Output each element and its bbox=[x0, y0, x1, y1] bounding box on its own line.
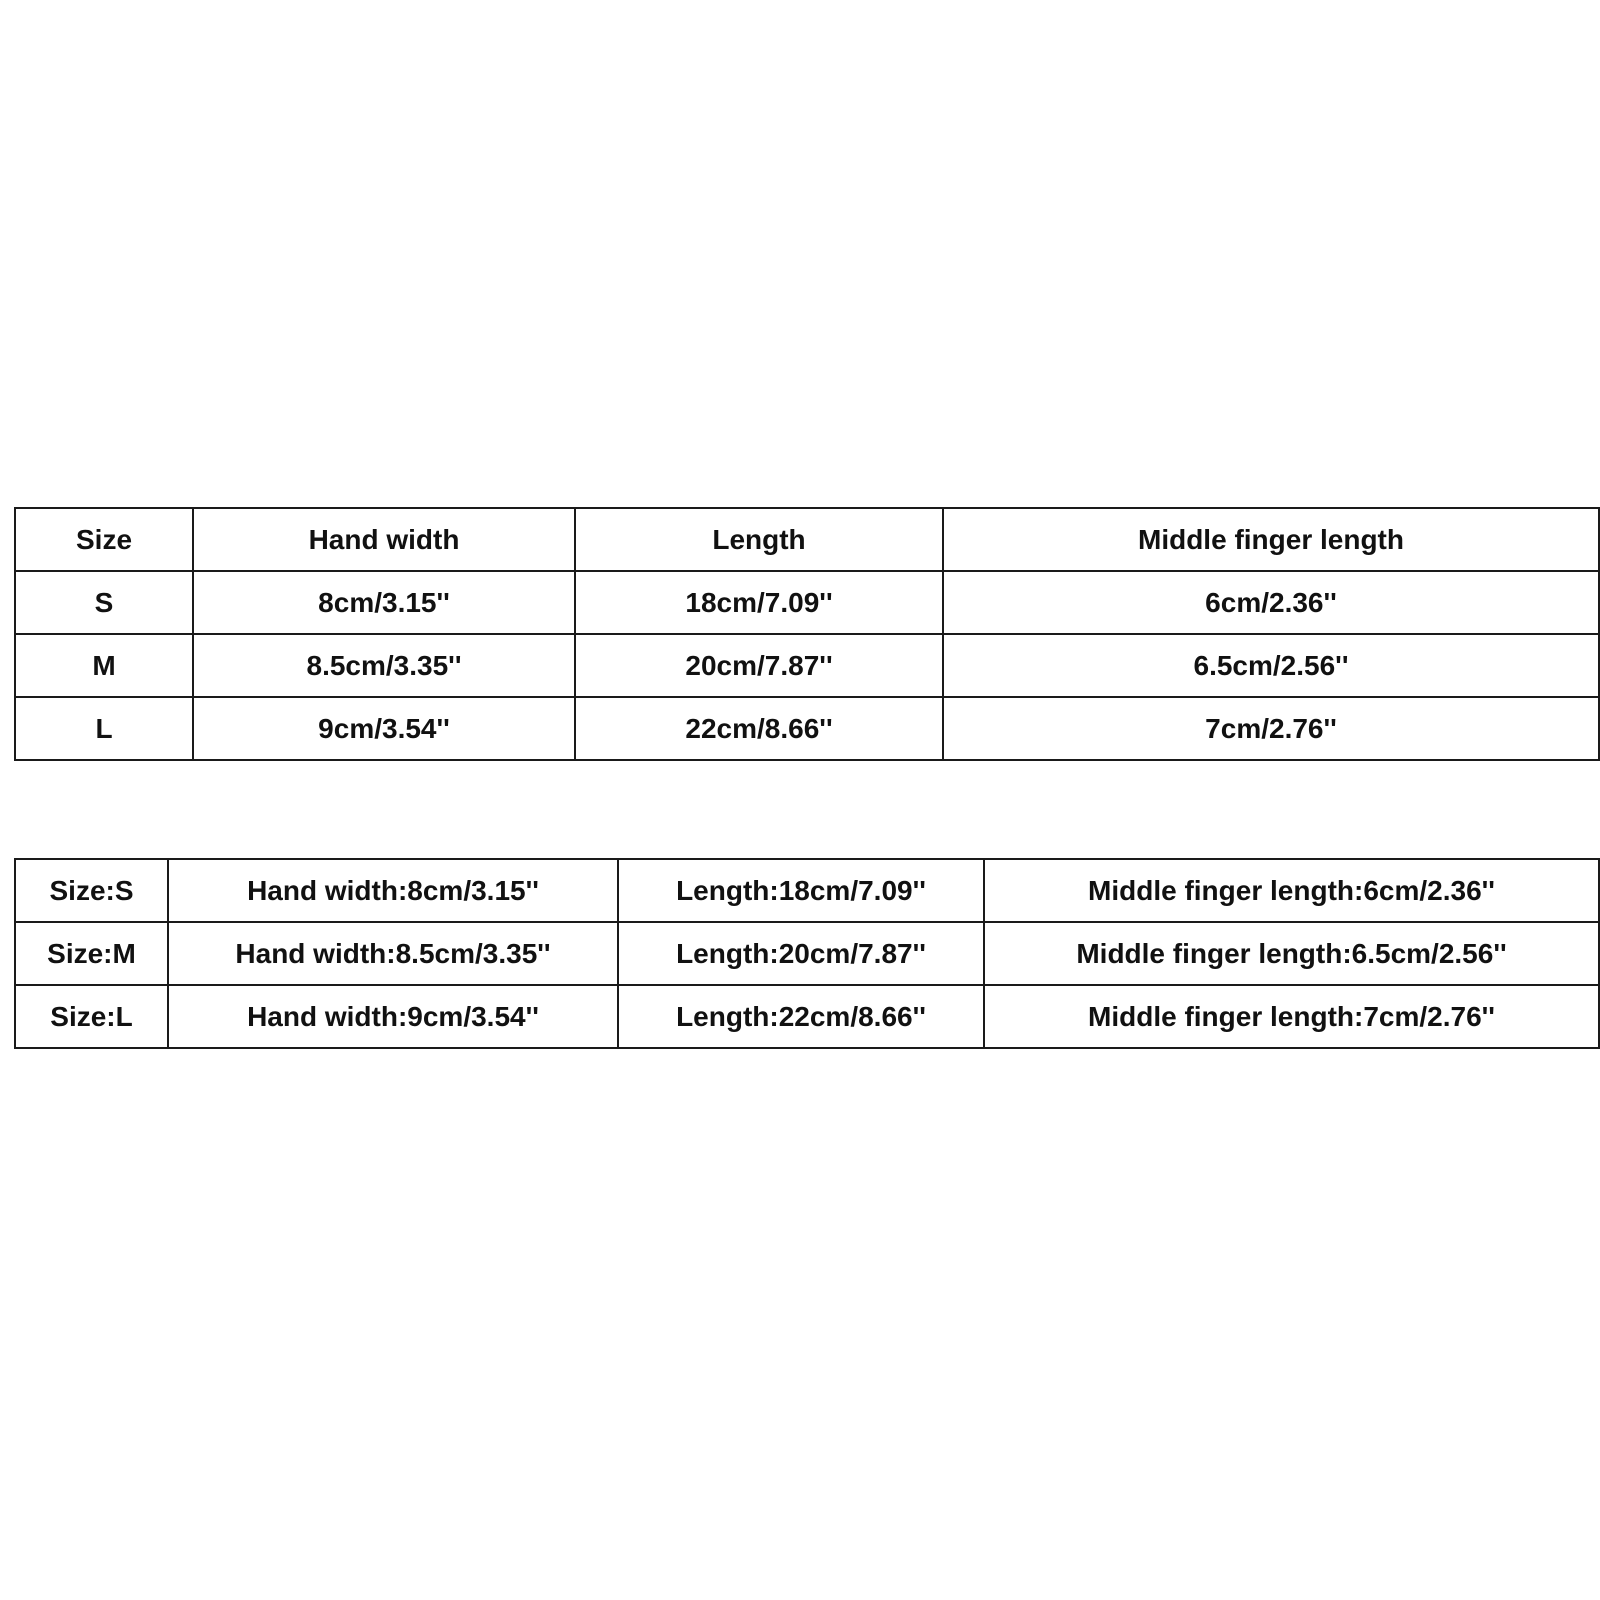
hand-width-cell: 9cm/3.54'' bbox=[193, 697, 575, 760]
size-detail-table bbox=[14, 858, 1600, 1049]
table-row bbox=[15, 697, 1599, 760]
table-header-row bbox=[15, 508, 1599, 571]
size-cell: Size:S bbox=[15, 859, 168, 922]
middle-finger-length-cell: 6cm/2.36'' bbox=[943, 571, 1599, 634]
middle-finger-length-cell: 7cm/2.76'' bbox=[943, 697, 1599, 760]
hand-width-cell: 8.5cm/3.35'' bbox=[193, 634, 575, 697]
table-row bbox=[15, 571, 1599, 634]
hand-width-cell: Hand width:9cm/3.54'' bbox=[168, 985, 618, 1048]
size-cell: Size:L bbox=[15, 985, 168, 1048]
length-cell: Length:20cm/7.87'' bbox=[618, 922, 984, 985]
length-cell: 18cm/7.09'' bbox=[575, 571, 943, 634]
length-cell: 22cm/8.66'' bbox=[575, 697, 943, 760]
hand-width-cell: 8cm/3.15'' bbox=[193, 571, 575, 634]
header-size: Size bbox=[15, 508, 193, 571]
hand-width-cell: Hand width:8.5cm/3.35'' bbox=[168, 922, 618, 985]
header-hand-width: Hand width bbox=[193, 508, 575, 571]
table-row bbox=[15, 859, 1599, 922]
length-cell: Length:22cm/8.66'' bbox=[618, 985, 984, 1048]
table-row bbox=[15, 634, 1599, 697]
size-cell: M bbox=[15, 634, 193, 697]
size-cell: L bbox=[15, 697, 193, 760]
table-row bbox=[15, 922, 1599, 985]
middle-finger-length-cell: Middle finger length:6.5cm/2.56'' bbox=[984, 922, 1599, 985]
table-row bbox=[15, 985, 1599, 1048]
middle-finger-length-cell: 6.5cm/2.56'' bbox=[943, 634, 1599, 697]
size-cell: S bbox=[15, 571, 193, 634]
middle-finger-length-cell: Middle finger length:6cm/2.36'' bbox=[984, 859, 1599, 922]
size-chart-table bbox=[14, 507, 1600, 761]
header-middle-finger-length: Middle finger length bbox=[943, 508, 1599, 571]
header-length: Length bbox=[575, 508, 943, 571]
middle-finger-length-cell: Middle finger length:7cm/2.76'' bbox=[984, 985, 1599, 1048]
hand-width-cell: Hand width:8cm/3.15'' bbox=[168, 859, 618, 922]
size-cell: Size:M bbox=[15, 922, 168, 985]
length-cell: Length:18cm/7.09'' bbox=[618, 859, 984, 922]
length-cell: 20cm/7.87'' bbox=[575, 634, 943, 697]
